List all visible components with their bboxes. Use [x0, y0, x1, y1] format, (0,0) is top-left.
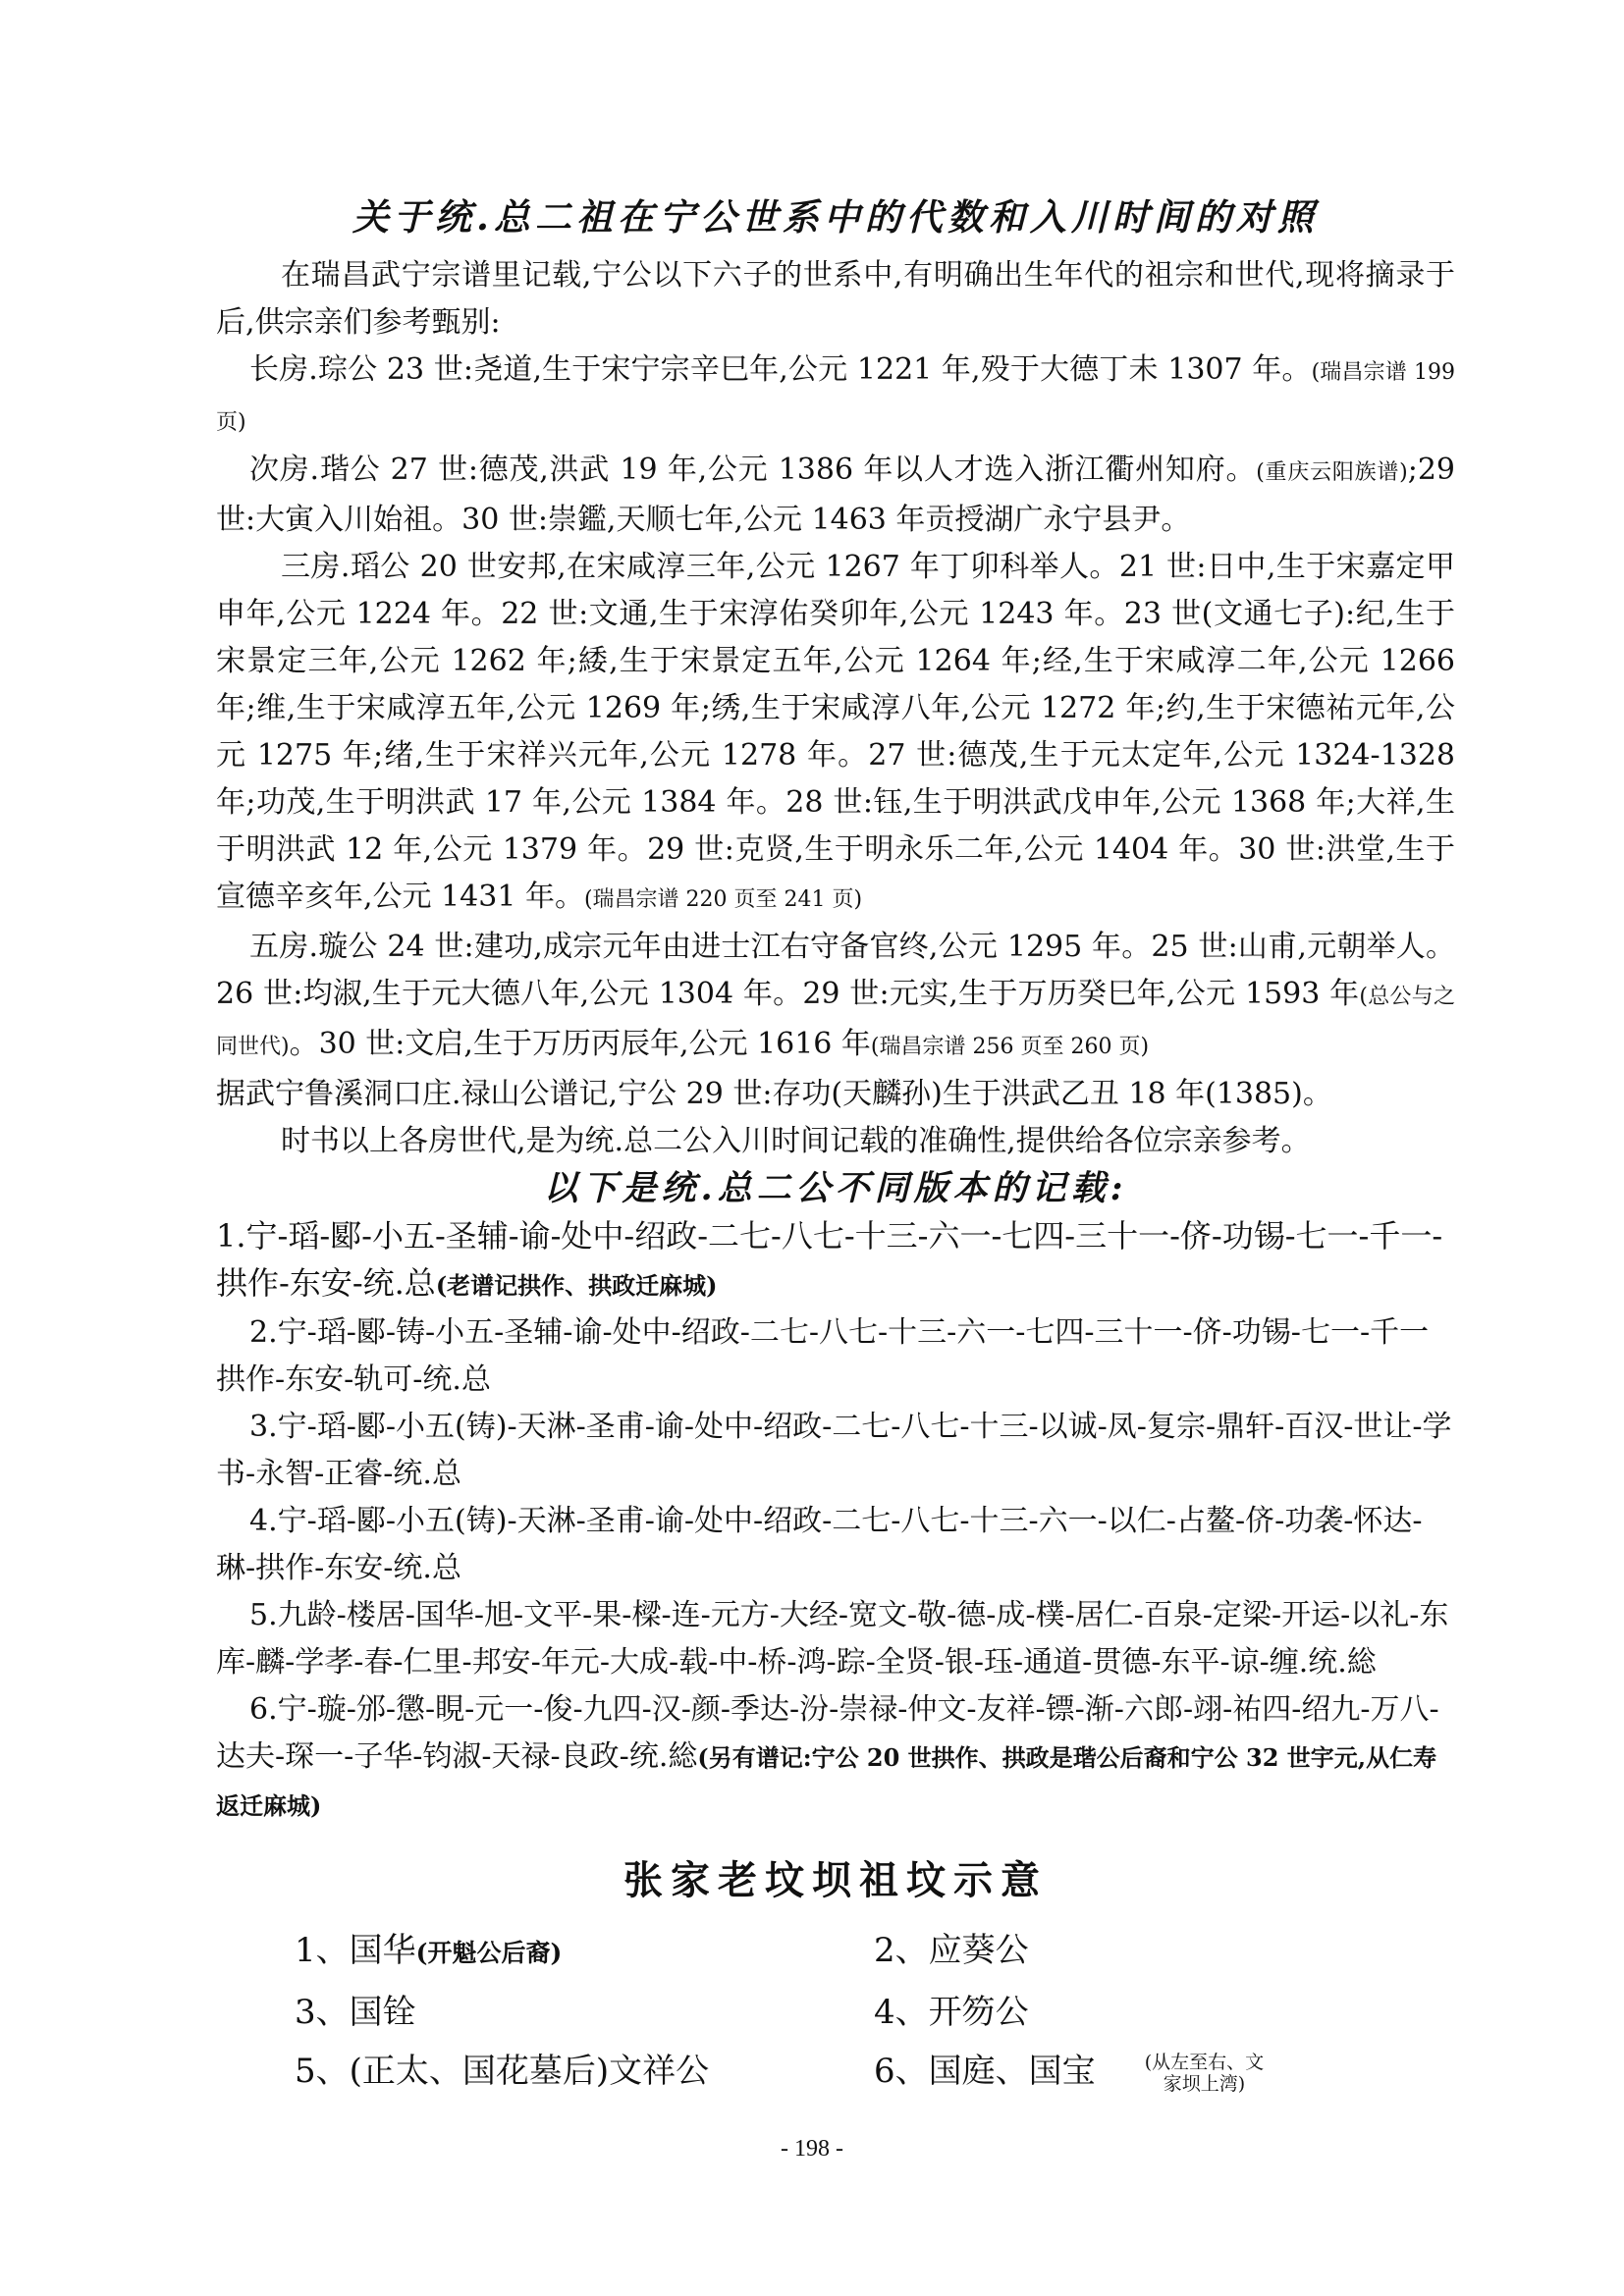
grave-item-label: 6、国庭、国宝	[874, 2052, 1096, 2091]
version-1	[216, 1212, 1455, 1309]
version-6-note: (另有谱记:宁公 20 世拱作、拱政是瑎公后裔和宁公 32 世宇元,从仁寿返迁麻城)	[216, 1743, 1437, 1820]
branch-2-text: 次房.瑎公 27 世:德茂,洪武 19 年,公元 1386 年以人才选入浙江衢州知府。	[249, 453, 1257, 487]
grave-item	[874, 1924, 1463, 1980]
grave-item	[874, 1986, 1463, 2039]
branch-1-text: 长房.琮公 23 世:尧道,生于宋宁宗辛巳年,公元 1221 年,殁于大德丁未 1307 年。	[249, 352, 1312, 387]
grave-item	[295, 2045, 874, 2098]
grave-item-note: (从左至右、文家坝上湾)	[1144, 2052, 1265, 2095]
grave-item	[874, 2045, 1463, 2098]
branch-5-note: (总公与之同世代)	[216, 985, 1455, 1059]
version-2-text: 2.宁-瑫-郾-铸-小五-圣辅-谕-处中-绍政-二七-八七-十三-六一-七四-三十一-侪-功锡-七一-千一拱作-东安-轨可-统.总	[216, 1315, 1430, 1397]
versions-title: 以下是统.总二公不同版本的记载:	[543, 1168, 1128, 1208]
version-3-text: 3.宁-瑫-郾-小五(铸)-天淋-圣甫-谕-处中-绍政-二七-八七-十三-以诚-凤-复宗-鼎轩-百汉-世让-学书-永智-正睿-统.总	[216, 1410, 1452, 1491]
version-4	[216, 1498, 1455, 1592]
branch-3-paragraph	[216, 544, 1455, 924]
branch-1-source: (瑞昌宗谱 199 页)	[216, 360, 1455, 435]
version-6	[216, 1686, 1455, 1830]
grave-item-label: 4、开笏公	[874, 1993, 1029, 2032]
version-1-note: (老谱记拱作、拱政迁麻城)	[435, 1271, 718, 1300]
grave-list	[295, 1924, 1455, 2098]
grave-item-label: 2、应葵公	[874, 1931, 1029, 1970]
branch-5-source: (瑞昌宗谱 256 页至 260 页)	[870, 1035, 1150, 1059]
grave-item	[295, 1986, 874, 2039]
version-6-text: 6.宁-璇-邠-懲-睍-元一-俊-九四-汉-颜-季达-汾-崇禄-仲文-友祥-镖-渐-六郎-翊-祐四-绍九-万八-达夫-琛一-子华-钧淑-天禄-良政-统.総	[216, 1692, 1439, 1774]
branch-3-source: (瑞昌宗谱 220 页至 241 页)	[583, 887, 863, 912]
branch-5-text: 五房.璇公 24 世:建功,成宗元年由进士江右守备官终,公元 1295 年。25 世:山甫,元朝举人。26 世:均淑,生于元大德八年,公元 1304 年。29 世:元实,生于万历癸巳年,公元 1593 年	[216, 930, 1455, 1011]
version-1-text: 1.宁-瑫-郾-小五-圣辅-谕-处中-绍政-二七-八七-十三-六一-七四-三十一-侪-功锡-七一-千一-拱作-东安-统.总	[216, 1217, 1443, 1302]
version-3	[216, 1404, 1455, 1498]
branch-5-paragraph	[216, 924, 1455, 1071]
branch-2-text-cont: ;29 世:大寅入川始祖。30 世:崇鑑,天顺七年,公元 1463 年贡授湖广永宁县尹。	[216, 453, 1455, 537]
version-5-text: 5.九龄-楼居-国华-旭-文平-果-樑-连-元方-大经-宽文-敬-德-成-樸-居仁-百泉-定梁-开运-以礼-东库-麟-学孝-春-仁里-邦安-年元-大成-载-中-桥-鸿-踪-全贤-银-珏-通道-贯德-东平-谅-缠.统.総	[216, 1598, 1449, 1680]
grave-map-title: 张家老坟坝祖坟示意	[623, 1857, 1048, 1903]
branch-1-paragraph	[216, 347, 1455, 447]
branch-3-text: 三房.瑫公 20 世安邦,在宋咸淳三年,公元 1267 年丁卯科举人。21 世:日中,生于宋嘉定甲申年,公元 1224 年。22 世:文通,生于宋淳佑癸卯年,公元 1243 年。23 世(文通七子):纪,生于宋景定三年,公元 1262 年;緌,生于宋景定五年,公元 1264 年;经,生于宋咸淳二年,公元 1266 年;维,生于宋咸淳五年,公元 1269 年;绣,生于宋咸淳八年,公元 1272 年;约,生于宋德祐元年,公元 1275 年;绪,生于宋祥兴元年,公元 1278 年。27 世:德茂,生于元太定年,公元 1324-1328 年;功茂,生于明洪武 17 年,公元 1384 年。28 世:钰,生于明洪武戊申年,公元 1368 年;大祥,生于明洪武 12 年,公元 1379 年。29 世:克贤,生于明永乐二年,公元 1404 年。30 世:洪堂,生于宣德辛亥年,公元 1431 年。	[216, 550, 1455, 914]
luxi-paragraph: 据武宁鲁溪洞口庄.禄山公谱记,宁公 29 世:存功(天麟孙)生于洪武乙丑 18 年(1385)。	[216, 1077, 1332, 1111]
intro-paragraph: 在瑞昌武宁宗谱里记载,宁公以下六子的世系中,有明确出生年代的祖宗和世代,现将摘录于后,供宗亲们参考甄别:	[216, 258, 1455, 340]
branch-5-text-cont: 。30 世:文启,生于万历丙辰年,公元 1616 年	[289, 1027, 871, 1061]
version-2	[216, 1309, 1455, 1404]
grave-item-label: 3、国铨	[295, 1993, 416, 2032]
branch-2-source: (重庆云阳族谱)	[1256, 460, 1408, 485]
document-page	[216, 191, 1455, 2098]
summary-paragraph: 时书以上各房世代,是为统.总二公入川时间记载的准确性,提供给各位宗亲参考。	[281, 1124, 1311, 1158]
grave-item-label: 5、(正太、国花墓后)文祥公	[295, 2052, 710, 2091]
page-number: - 198 -	[781, 2136, 843, 2162]
document-title: 关于统.总二祖在宁公世系中的代数和入川时间的对照	[352, 195, 1319, 239]
version-5	[216, 1592, 1455, 1686]
branch-2-paragraph	[216, 447, 1455, 544]
grave-item-note: (开魁公后裔)	[415, 1939, 563, 1967]
grave-item-label: 1、国华	[295, 1931, 416, 1970]
version-4-text: 4.宁-瑫-郾-小五(铸)-天淋-圣甫-谕-处中-绍政-二七-八七-十三-六一-以仁-占鳌-侪-功袭-怀达-琳-拱作-东安-统.总	[216, 1504, 1423, 1585]
grave-item	[295, 1924, 874, 1980]
